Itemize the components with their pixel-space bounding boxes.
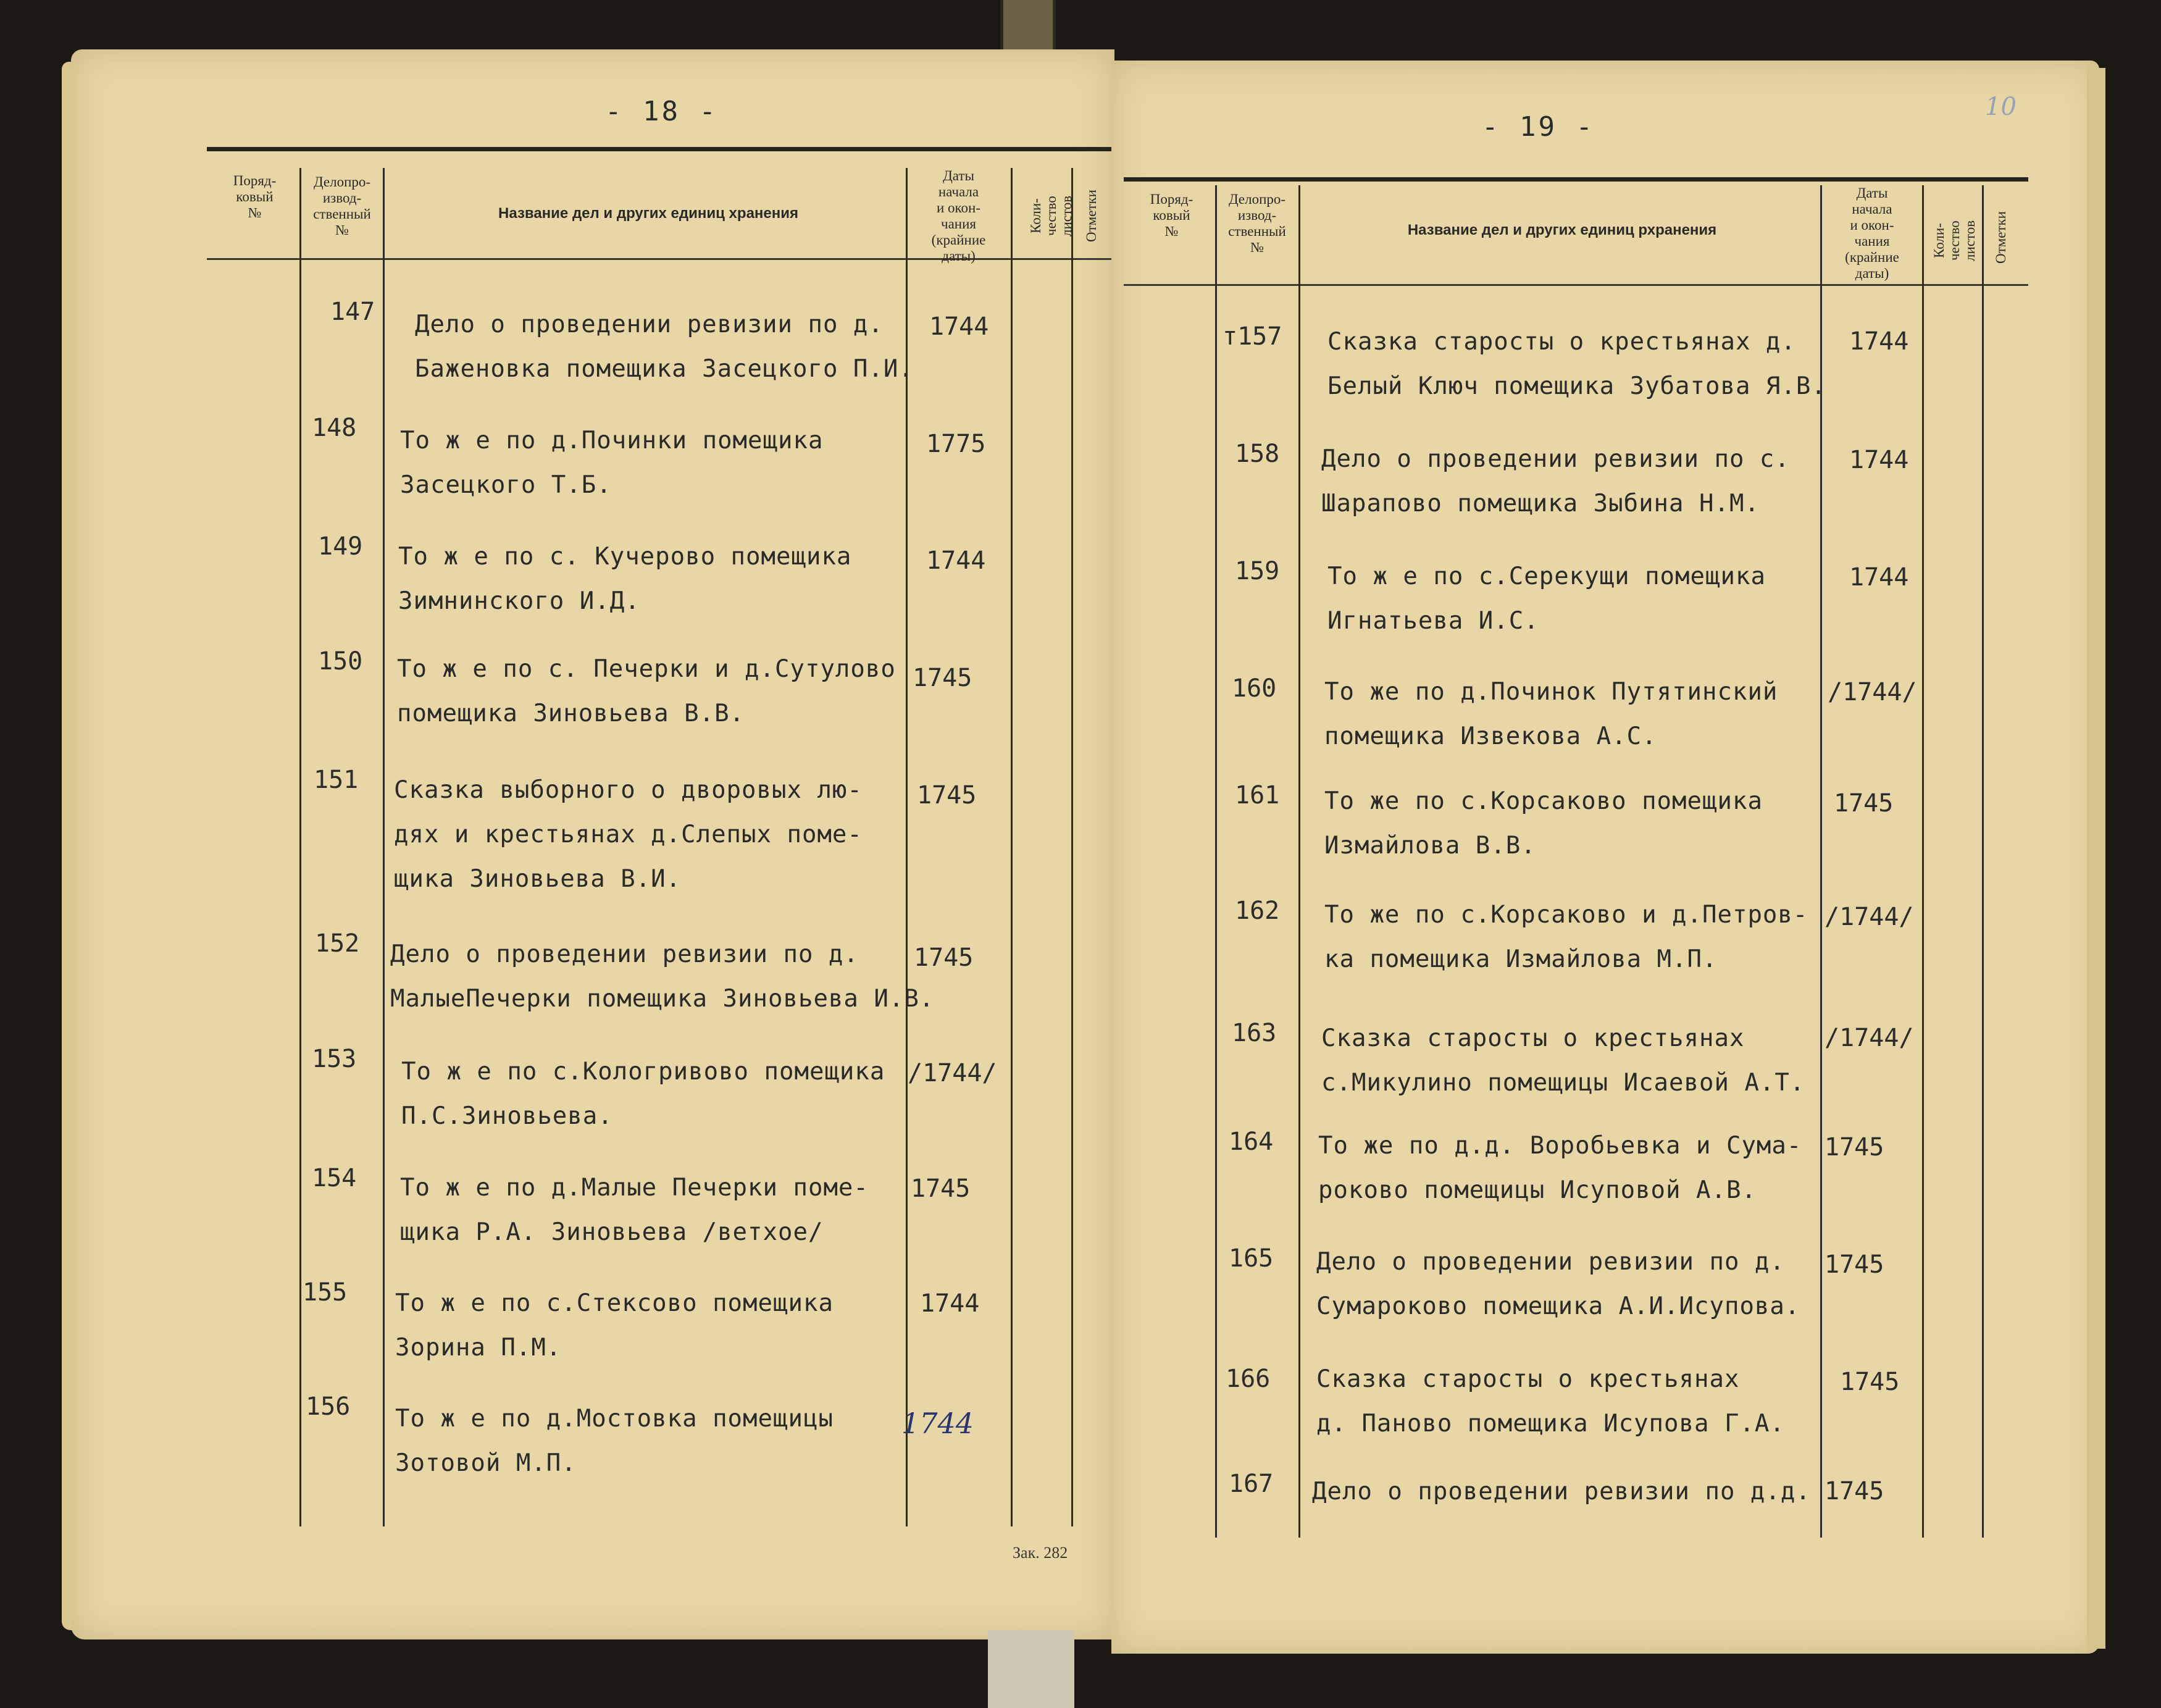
row-year: 1745: [1834, 789, 1894, 818]
column-divider: [1071, 168, 1073, 1526]
column-divider: [1982, 185, 1984, 1538]
row-title-line: То же по д.д. Воробьевка и Сума-: [1318, 1132, 1802, 1160]
header-notes: Отметки: [1993, 211, 2008, 264]
column-divider: [383, 168, 385, 1526]
header-title: Название дел и других единиц хранения: [498, 205, 799, 222]
row-title-line: дях и крестьянах д.Слепых поме-: [394, 821, 863, 848]
row-title-line: Сказка старосты о крестьянах: [1316, 1365, 1740, 1393]
row-title-line: То ж е по с.Серекущи помещика: [1327, 563, 1766, 590]
row-number: 158: [1235, 440, 1280, 468]
row-title-line: То ж е по с. Кучерово помещика: [398, 543, 852, 571]
row-number: 165: [1229, 1244, 1274, 1273]
row-title-line: То ж е по с.Кологривово помещика: [401, 1058, 885, 1086]
row-title-line: роково помещицы Исуповой А.В.: [1318, 1176, 1757, 1204]
page-number-left: - 18 -: [605, 96, 718, 127]
row-title-line: То ж е по с. Печерки и д.Сутулово: [397, 655, 896, 683]
row-title-line: МалыеПечерки помещика Зиновьева И.В.: [390, 985, 935, 1013]
header-sheets: Коли- чество листов: [1028, 195, 1074, 237]
row-title-line: То же по с.Корсаково помещика: [1324, 787, 1763, 815]
row-title-line: Шарапово помещика Зыбина Н.М.: [1321, 490, 1760, 517]
row-title-line: Дело о проведении ревизии по д.д.: [1312, 1478, 1811, 1505]
column-divider: [299, 168, 301, 1526]
row-number: 151: [314, 766, 359, 794]
header-dates: Даты начала и окон- чания (крайние даты): [931, 168, 986, 264]
row-number: 148: [312, 414, 357, 442]
row-year: 1744: [1849, 327, 1909, 356]
row-title-line: То ж е по д.Мостовка помещицы: [395, 1405, 834, 1433]
header-sheets: Коли- чество листов: [1931, 220, 1978, 262]
row-year: 1745: [1840, 1368, 1900, 1396]
row-number: 150: [318, 647, 363, 676]
row-title-line: Сказка выборного о дворовых лю-: [394, 776, 863, 804]
row-year: 1745: [913, 664, 972, 692]
row-number: 163: [1232, 1019, 1277, 1047]
row-number: т157: [1223, 322, 1282, 351]
row-year: /1744/: [908, 1059, 997, 1087]
row-title-line: щика Р.А. Зиновьева /ветхое/: [400, 1218, 824, 1246]
row-title-line: Зимнинского И.Д.: [398, 587, 640, 615]
row-title-line: Зотовой М.П.: [395, 1449, 577, 1477]
order-number: Зак. 282: [1013, 1544, 1068, 1562]
row-title-line: Сумароково помещика А.И.Исупова.: [1316, 1292, 1800, 1320]
row-number: 159: [1235, 557, 1280, 585]
row-year: 1744: [926, 546, 986, 575]
row-number: 162: [1235, 897, 1280, 925]
row-title-line: То ж е по д.Малые Печерки поме-: [400, 1174, 869, 1202]
row-year: /1744/: [1828, 678, 1917, 706]
row-title-line: Белый Ключ помещика Зубатова Я.В.: [1327, 372, 1826, 400]
row-title-line: То же по с.Корсаково и д.Петров-: [1324, 901, 1808, 929]
row-year: 1744: [1849, 563, 1909, 592]
row-number: 164: [1229, 1128, 1274, 1156]
header-notes: Отметки: [1084, 190, 1099, 243]
header-seq-number: Поряд- ковый №: [233, 173, 277, 220]
column-divider: [1215, 185, 1217, 1538]
page-number-right: - 19 -: [1482, 111, 1595, 143]
row-year: 1744: [1849, 446, 1909, 474]
row-title-line: ка помещика Измайлова М.П.: [1324, 945, 1718, 973]
row-title-line: Засецкого Т.Б.: [400, 471, 612, 499]
row-title-line: Дело о проведении ревизии по д.: [1316, 1248, 1785, 1276]
row-title-line: То ж е по с.Стексово помещика: [395, 1289, 834, 1317]
row-year: /1744/: [1825, 903, 1914, 931]
row-year-handwritten: 1744: [901, 1407, 974, 1440]
header-office-number: Делопро- извод- ственный №: [313, 174, 371, 238]
row-title-line: То же по д.Починок Путятинский: [1324, 678, 1778, 706]
row-year: 1745: [917, 781, 977, 810]
row-number: 166: [1226, 1365, 1271, 1393]
column-divider: [1298, 185, 1300, 1538]
column-divider: [1011, 168, 1013, 1526]
row-title-line: Баженовка помещика Засецкого П.И.: [415, 355, 914, 383]
row-title-line: щика Зиновьева В.И.: [394, 865, 682, 893]
row-year: 1745: [1825, 1477, 1884, 1505]
header-dates: Даты начала и окон- чания (крайние даты): [1845, 185, 1899, 281]
row-title-line: Дело о проведении ревизии по д.: [415, 311, 884, 338]
row-title-line: Зорина П.М.: [395, 1334, 562, 1362]
row-year: 1775: [926, 430, 986, 458]
row-title-line: д. Паново помещика Исупова Г.А.: [1316, 1410, 1785, 1438]
row-year: /1744/: [1825, 1024, 1914, 1052]
row-number: 147: [330, 298, 375, 326]
row-number: 156: [306, 1392, 351, 1421]
row-year: 1744: [929, 312, 989, 341]
row-title-line: Сказка старосты о крестьянах: [1321, 1024, 1745, 1052]
row-title-line: Дело о проведении ревизии по д.: [390, 940, 859, 968]
row-number: 161: [1235, 781, 1280, 810]
row-title-line: П.С.Зиновьева.: [401, 1102, 613, 1130]
page-edges-right: [2087, 68, 2105, 1649]
header-bottom-rule-right: [1124, 284, 2028, 286]
row-title-line: Игнатьева И.С.: [1327, 607, 1539, 635]
header-office-number: Делопро- извод- ственный №: [1228, 191, 1286, 255]
header-top-rule-right: [1124, 177, 2028, 182]
row-number: 155: [303, 1278, 348, 1307]
column-divider: [1922, 185, 1924, 1538]
header-title: Название дел и других единиц рхранения: [1407, 222, 1717, 238]
pencil-folio-mark: 10: [1985, 93, 2017, 121]
row-title-line: помещика Извекова А.С.: [1324, 722, 1657, 750]
row-number: 160: [1232, 674, 1277, 703]
row-number: 152: [315, 929, 360, 958]
row-title-line: Измайлова В.В.: [1324, 832, 1536, 860]
row-number: 167: [1229, 1470, 1274, 1498]
row-number: 153: [312, 1045, 357, 1073]
row-year: 1745: [1825, 1250, 1884, 1279]
row-year: 1745: [1825, 1133, 1884, 1162]
row-title-line: Сказка старосты о крестьянах д.: [1327, 328, 1796, 356]
row-year: 1744: [920, 1289, 980, 1318]
row-title-line: То ж е по д.Починки помещика: [400, 427, 824, 454]
header-seq-number: Поряд- ковый №: [1150, 191, 1193, 239]
row-year: 1745: [911, 1174, 971, 1203]
header-top-rule-left: [207, 147, 1114, 151]
row-year: 1745: [914, 944, 974, 972]
binding-tape-bottom: [988, 1630, 1074, 1708]
row-title-line: помещика Зиновьева В.В.: [397, 700, 745, 727]
row-title-line: Дело о проведении ревизии по с.: [1321, 445, 1790, 473]
row-number: 149: [318, 532, 363, 561]
row-title-line: с.Микулино помещицы Исаевой А.Т.: [1321, 1069, 1805, 1097]
row-number: 154: [312, 1164, 357, 1192]
